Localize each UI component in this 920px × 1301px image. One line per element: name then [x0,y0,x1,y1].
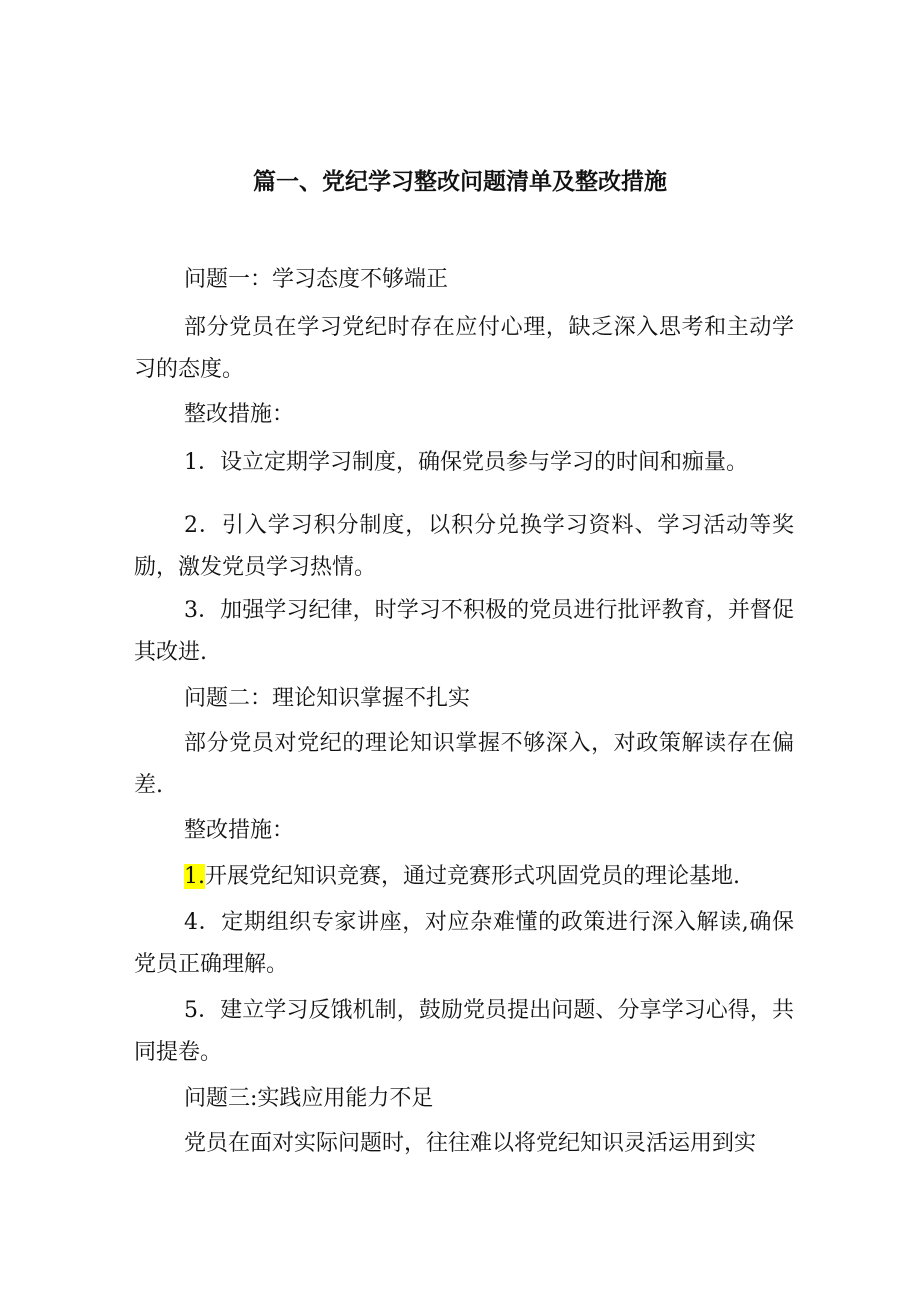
problem-heading-3: 问题三:实践应用能力不足 [184,1086,434,1111]
measure-item-6: 5．建立学习反饿机制，鼓励党员提出问题、分享学习心得，共同提卷。 [134,998,794,1065]
measure-item-2: 2．引入学习积分制度，以积分兑换学习资料、学习活动等奖励，激发党员学习热情。 [134,513,794,580]
problem-heading-2: 问题二：理论知识掌握不扎实 [184,686,471,711]
measure-item-3: 3．加强学习纪律，时学习不积极的党员进行批评教育，并督促其改进. [134,598,794,665]
problem-description-3: 党员在面对实际问题时，往往难以将党纪知识灵活运用到实 [184,1131,757,1156]
measures-heading-1: 整改措施： [184,402,295,427]
measure-item-1: 1．设立定期学习制度，确保党员参与学习的时间和痂量。 [184,450,748,475]
measure-item-4-text: 开展党纪知识竞赛，通过竞赛形式巩固党员的理论基地. [205,864,740,889]
document-title: 篇一、党纪学习整改问题清单及整改措施 [253,169,667,195]
measure-item-4 [134,856,794,898]
highlighted-list-marker: 1. [184,864,205,889]
problem-heading-1: 问题一：学习态度不够端正 [184,267,449,292]
problem-description-2: 部分党员对党纪的理论知识掌握不够深入，对政策解读存在偏差. [134,731,794,798]
measures-heading-2: 整改措施： [184,818,295,843]
problem-description-1: 部分党员在学习党纪时存在应付心理，缺乏深入思考和主动学习的态度。 [134,315,794,382]
measure-item-5: 4．定期组织专家讲座，对应杂难懂的政策进行深入解读,确保党员正确理解。 [134,910,794,977]
